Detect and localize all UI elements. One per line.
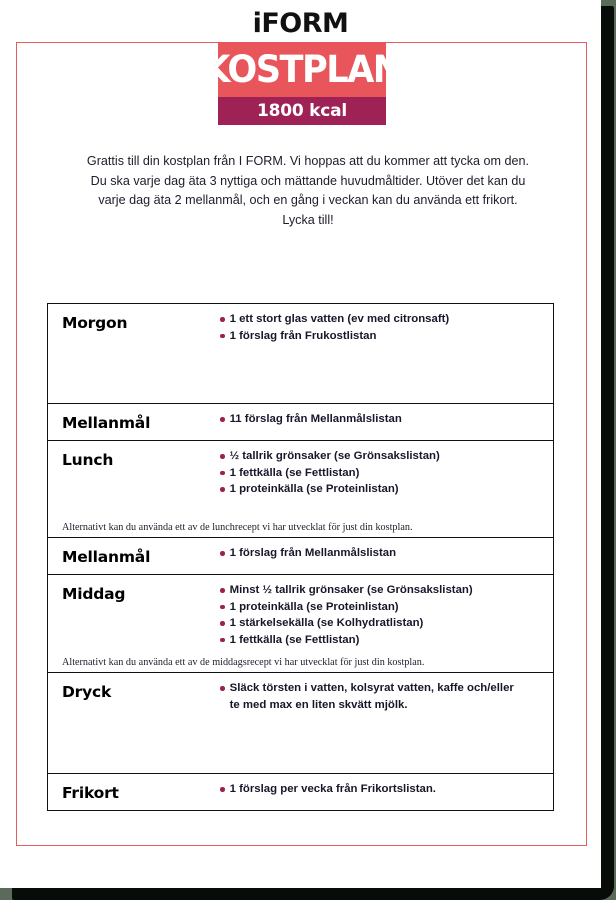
meal-item-list bbox=[220, 545, 553, 562]
meal-item-text: 1 förslag från Mellanmålslistan bbox=[229, 547, 397, 559]
bullet-icon bbox=[220, 551, 225, 556]
bullet-icon bbox=[220, 787, 225, 792]
meal-item bbox=[220, 582, 543, 599]
meal-item bbox=[220, 680, 543, 713]
meal-item-text: 1 fettkälla (se Fettlistan) bbox=[229, 466, 360, 479]
meal-item bbox=[220, 545, 543, 562]
meal-item bbox=[220, 481, 543, 498]
meal-item-text: 1 stärkelsekälla (se Kolhydratlistan) bbox=[229, 617, 424, 629]
meal-item-list bbox=[220, 680, 553, 713]
meal-item-list bbox=[220, 448, 553, 498]
bullet-icon bbox=[220, 334, 225, 339]
intro-line: Grattis till din kostplan från I FORM. Vi hoppas att du kommer att tycka om den. bbox=[86, 154, 530, 168]
iform-logo-text: iFORM bbox=[252, 8, 349, 39]
meal-row bbox=[48, 304, 553, 404]
meal-item bbox=[220, 632, 543, 649]
bullet-icon bbox=[220, 588, 225, 593]
meal-item-text: 1 förslag från Frukostlistan bbox=[229, 329, 377, 342]
meal-item bbox=[220, 311, 543, 328]
meal-row-content bbox=[48, 411, 553, 433]
banner-title-block bbox=[203, 42, 401, 97]
bullet-icon bbox=[220, 471, 225, 476]
meal-label: Middag bbox=[62, 585, 126, 603]
iform-logo bbox=[253, 9, 349, 39]
meal-item-text: ½ tallrik grönsaker (se Grönsakslistan) bbox=[229, 450, 440, 462]
meal-row-content bbox=[48, 781, 553, 803]
meal-label: Dryck bbox=[62, 683, 112, 701]
bullet-icon bbox=[220, 638, 225, 643]
bullet-icon bbox=[220, 317, 225, 322]
meal-item-text: 1 ett stort glas vatten (ev med citronsaft) bbox=[229, 313, 450, 325]
bullet-icon bbox=[220, 487, 225, 492]
intro-line: Lycka till! bbox=[282, 212, 334, 227]
intro-line: Du ska varje dag äta 3 nyttiga och mättande huvudmåltider. Utöver det kan du bbox=[90, 173, 526, 188]
meal-item-text: 1 proteinkälla (se Proteinlistan) bbox=[229, 600, 399, 613]
meal-item-list bbox=[220, 311, 553, 344]
meal-row-content bbox=[48, 545, 553, 567]
meal-item-text: Minst ½ tallrik grönsaker (se Grönsakslistan) bbox=[229, 584, 473, 596]
meal-item-text: 1 fettkälla (se Fettlistan) bbox=[229, 633, 360, 646]
meal-row bbox=[48, 673, 553, 774]
meal-note: Alternativt kan du använda ett av de middagsrecept vi har utvecklat för just din kostplan. bbox=[62, 657, 425, 668]
meal-item-list bbox=[220, 781, 553, 798]
bullet-icon bbox=[220, 454, 225, 459]
meal-label: Mellanmål bbox=[62, 414, 151, 432]
kostplan-banner bbox=[203, 42, 401, 125]
meal-row bbox=[48, 538, 553, 575]
meal-note: Alternativt kan du använda ett av de lunchrecept vi har utvecklat för just din kostplan. bbox=[62, 522, 413, 533]
meal-row bbox=[48, 575, 553, 673]
meal-label: Mellanmål bbox=[62, 548, 151, 566]
meal-row bbox=[48, 441, 553, 538]
bullet-icon bbox=[220, 417, 225, 422]
meal-item bbox=[220, 448, 543, 465]
bullet-icon bbox=[220, 621, 225, 626]
meal-label: Lunch bbox=[62, 451, 114, 469]
meal-item bbox=[220, 599, 543, 616]
meal-label: Frikort bbox=[62, 784, 119, 802]
meal-plan-table bbox=[47, 303, 554, 811]
meal-item-text: 1 förslag per vecka från Frikortslistan. bbox=[229, 783, 436, 795]
meal-item bbox=[220, 328, 543, 345]
meal-row-content bbox=[48, 448, 553, 498]
masthead bbox=[0, 9, 601, 39]
banner-title: KOSTPLAN bbox=[203, 48, 401, 91]
banner-calorie-block bbox=[218, 97, 386, 125]
intro-line: varje dag äta 2 mellanmål, och en gång i veckan kan du använda ett frikort. bbox=[98, 193, 518, 207]
meal-item bbox=[220, 615, 543, 632]
meal-row-content bbox=[48, 680, 553, 713]
bullet-icon bbox=[220, 686, 225, 691]
meal-item-list bbox=[220, 582, 553, 648]
meal-item-text: 1 proteinkälla (se Proteinlistan) bbox=[229, 483, 399, 495]
meal-item-text: 11 förslag från Mellanmålslistan bbox=[229, 413, 402, 425]
meal-row bbox=[48, 404, 553, 441]
meal-item bbox=[220, 465, 543, 482]
meal-item-list bbox=[220, 411, 553, 428]
meal-label: Morgon bbox=[62, 314, 128, 332]
bullet-icon bbox=[220, 605, 225, 610]
meal-item bbox=[220, 411, 543, 428]
meal-row-content bbox=[48, 311, 553, 344]
meal-row bbox=[48, 774, 553, 811]
meal-item bbox=[220, 781, 543, 798]
intro-paragraph bbox=[60, 152, 556, 230]
meal-item-text: Släck törsten i vatten, kolsyrat vatten, kaffe och/eller te med max en liten skvätt mjölk. bbox=[229, 682, 514, 711]
banner-calories: 1800 kcal bbox=[256, 101, 348, 121]
meal-row-content bbox=[48, 582, 553, 648]
